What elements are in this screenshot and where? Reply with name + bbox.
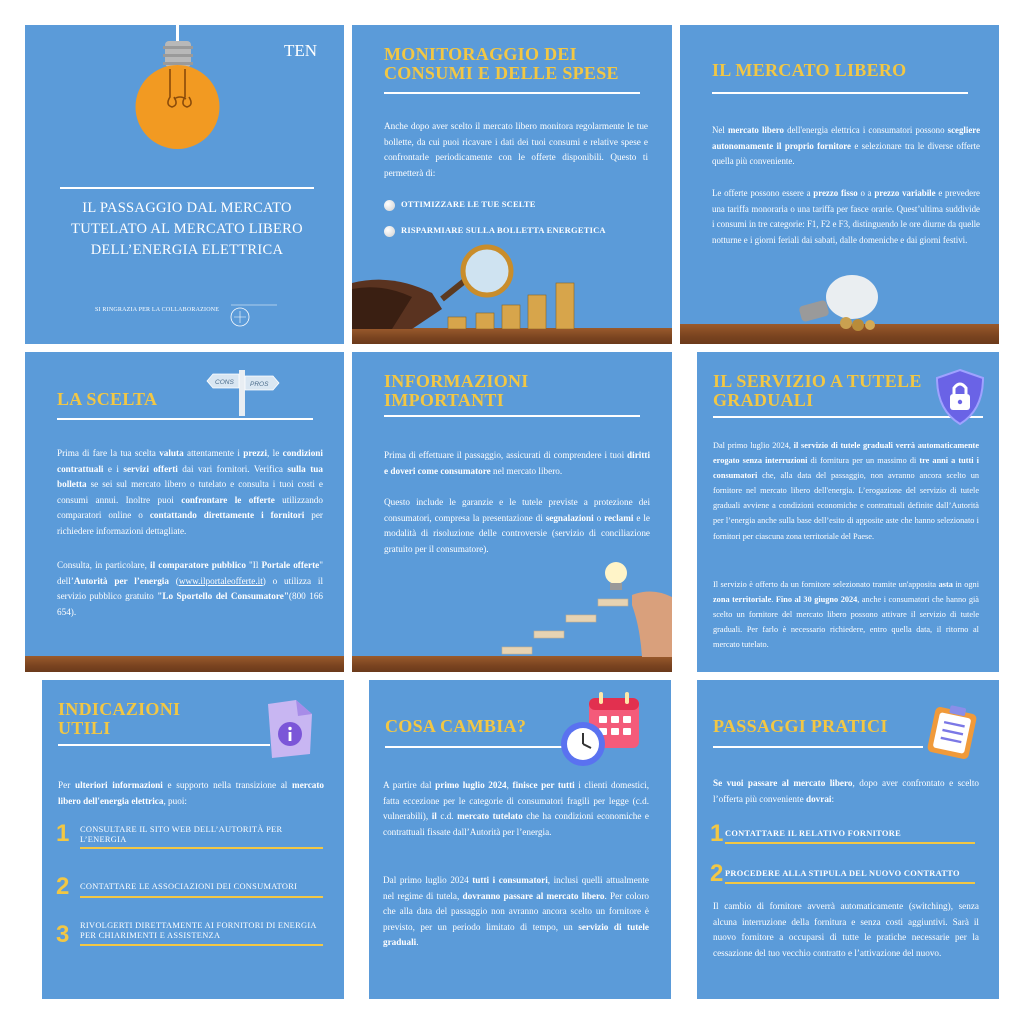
- cons-pros-sign-icon: [203, 370, 281, 416]
- document-info-icon: [260, 696, 318, 762]
- steps-bulb-illustration: [492, 557, 672, 657]
- step-number: 3: [56, 921, 70, 948]
- step-number: 2: [710, 860, 724, 887]
- choice-panel: [25, 352, 344, 672]
- shield-lock-icon: [931, 366, 989, 428]
- practical-steps-title: PASSAGGI PRATICI: [713, 716, 888, 736]
- step-number: 1: [56, 820, 70, 847]
- useful-info-title: INDICAZIONI UTILI: [58, 699, 181, 738]
- step-number: 1: [710, 820, 724, 847]
- monitoring-rule: [384, 92, 640, 94]
- graduated-protection-text-2: Il servizio è offerto da un fornitore selezionato tramite un'apposita asta in ogni zona territoriale. Fino al 30 giugno 2024, anche i consumatori che hanno già scelto un fornitore del mercato libero possono attivare il servizio di tutele graduali. Per farlo è necessario richiedere, entro quella data, il ritorno al mercato tutelato.: [713, 580, 980, 650]
- bullet-dot: [384, 200, 395, 211]
- important-info-panel: [352, 352, 672, 672]
- partner-logo-icon: [225, 293, 283, 329]
- step-text: CONSULTARE IL SITO WEB DELL’AUTORITÀ PER L’ENERGIA: [80, 825, 283, 844]
- portale-link[interactable]: www.ilportaleofferte.it: [178, 575, 263, 586]
- clipboard-checklist-icon: [923, 702, 983, 762]
- what-changes-panel: [369, 680, 671, 999]
- what-changes-title: COSA CAMBIA?: [385, 716, 527, 736]
- bullet-label: OTTIMIZZARE LE TUE SCELTE: [401, 199, 536, 209]
- important-info-rule: [384, 415, 640, 417]
- cover-panel: [25, 25, 344, 344]
- free-market-panel: [680, 25, 999, 344]
- important-info-text-2: Questo include le garanzie e le tutele previste a protezione dei consumatori, compresa la presentazione di segnalazioni o reclami e le modalità di risoluzione delle controversie (servizio di conciliazione gratuito per il consumatore).: [384, 497, 650, 554]
- choice-text-2: Consulta, in particolare, il comparatore pubblico "Il Portale offerte" dell’Autorità per l’energia (www.ilportaleofferte.it) o utilizza il servizio pubblico gratuito "Lo Sportello del Consumatore"(800 166 654).: [57, 560, 324, 617]
- useful-info-text: Per ulteriori informazioni e supporto nella transizione al mercato libero dell'energia elettrica, puoi:: [58, 780, 325, 806]
- cover-rule: [60, 187, 314, 189]
- magnifier-coins-illustration: [352, 243, 672, 329]
- step-number: 2: [56, 873, 70, 900]
- important-info-text-1: Prima di effettuare il passaggio, assicurati di comprendere i tuoi diritti e doveri come consumatore nel mercato libero.: [384, 450, 650, 476]
- step-text: CONTATTARE LE ASSOCIAZIONI DEI CONSUMATORI: [80, 882, 298, 891]
- bullet-item: [384, 225, 606, 237]
- free-market-text-2: Le offerte possono essere a prezzo fisso o a prezzo variabile e prevedere una tariffa monoraria o una tariffa per fasce orarie. Quest’ultima suddivide i consumi in tre categorie: F1, F2 e F3, distinguendo le ore diurne da quelle notturne e i giorni feriali dai sabati, dalle domeniche e dai giorni festivi.: [712, 188, 980, 245]
- free-market-title: IL MERCATO LIBERO: [712, 60, 907, 80]
- step-underline: [725, 842, 975, 844]
- bulb-coins-illustration: [790, 273, 900, 333]
- step-underline: [80, 847, 323, 849]
- choice-text-1: Prima di fare la tua scelta valuta attentamente i prezzi, le condizioni contrattuali e i servizi offerti dai vari fornitori. Verifica sulla tua bolletta se sei sul mercato libero o tutelato e consulta i tuoi costi e consumi annui. Inoltre puoi confrontare le offerte utilizzando comparatori online o contattando direttamente i fornitori per richiedere informazioni dettagliate.: [57, 448, 323, 536]
- practical-steps-intro: Se vuoi passare al mercato libero, dopo aver confrontato e scelto l’offerta più conveniente dovrai:: [713, 778, 980, 804]
- step-underline: [725, 882, 975, 884]
- monitoring-text: Anche dopo aver scelto il mercato libero monitora regolarmente le tue bollette, da cui puoi ricavare i dati dei tuoi consumi e relative spese e confrontarle periodicamente con le offerte disponibili. Questo ti permetterà di:: [384, 121, 648, 178]
- monitoring-title: MONITORAGGIO DEI CONSUMI E DELLE SPESE: [384, 44, 619, 83]
- what-changes-text-1: A partire dal primo luglio 2024, finisce per tutti i clienti domestici, fatta eccezione per le categorie di consumatori fragili per legge (c.d. vulnerabili), il c.d. mercato tutelato che ha condizioni economiche e contrattuali fissate dall’Autorità per l’energia.: [383, 780, 650, 837]
- practical-steps-text: Il cambio di fornitore avverrà automaticamente (switching), senza alcuna interruzione della fornitura e senza costi aggiuntivi. Sarà il nuovo fornitore a occuparsi di tutte le pratiche necessarie per la cessazione del tuo vecchio contratto e l’attivazione del nuovo.: [713, 901, 979, 958]
- calendar-clock-icon: [557, 690, 647, 772]
- step-text: CONTATTARE IL RELATIVO FORNITORE: [725, 829, 901, 838]
- wood-table: [352, 328, 672, 344]
- step-text: PROCEDERE ALLA STIPULA DEL NUOVO CONTRATTO: [725, 869, 960, 878]
- bullet-label: RISPARMIARE SULLA BOLLETTA ENERGETICA: [401, 225, 606, 235]
- free-market-rule: [712, 92, 968, 94]
- what-changes-text-2: Dal primo luglio 2024 tutti i consumatori, inclusi quelli attualmente nel regime di tutela, dovranno passare al mercato libero. Per coloro che alla data del passaggio non avranno ancora scelto un fornitore è previsto, per un periodo limitato di tempo, un servizio di tutele graduali.: [383, 875, 650, 948]
- sign-pros-label: PROS: [250, 381, 269, 388]
- bullet-item: [384, 199, 536, 211]
- wood-table: [352, 656, 672, 672]
- choice-rule: [57, 418, 313, 420]
- free-market-text-1: Nel mercato libero dell'energia elettrica i consumatori possono scegliere autonomamente il proprio fornitore e selezionare tra le diverse offerte quella più conveniente.: [712, 125, 981, 167]
- graduated-protection-panel: [697, 352, 999, 672]
- useful-info-rule: [58, 744, 270, 746]
- what-changes-rule: [385, 746, 563, 748]
- important-info-title: INFORMAZIONI IMPORTANTI: [384, 371, 529, 410]
- wood-table: [25, 656, 344, 672]
- graduated-protection-title: IL SERVIZIO A TUTELE GRADUALI: [713, 371, 922, 410]
- practical-steps-panel: [697, 680, 999, 999]
- monitoring-panel: [352, 25, 672, 344]
- practical-steps-rule: [713, 746, 923, 748]
- graduated-protection-text-1: Dal primo luglio 2024, il servizio di tutele graduali verrà automaticamente erogato senza interruzioni di fornitura per un massimo di tre anni a tutti i consumatori che, alla data del passaggio, non avranno ancora scelto un fornitore nel mercato libero dell'energia. L’erogazione del servizio di tutele graduali avviene a condizioni economiche e contrattuali definite dall’Autorità per l’energia anche sulla base dell’esito di apposite aste che hanno selezionato i fornitori per ciascuna zona territoriale del Paese.: [713, 441, 980, 541]
- step-underline: [80, 896, 323, 898]
- light-bulb-icon: [130, 37, 225, 152]
- choice-title: LA SCELTA: [57, 389, 158, 409]
- step-text: RIVOLGERTI DIRETTAMENTE AI FORNITORI DI ENERGIA PER CHIARIMENTI E ASSISTENZA: [80, 921, 317, 940]
- step-underline: [80, 944, 323, 946]
- brand-logo: TEN: [284, 41, 318, 60]
- thanks-text: SI RINGRAZIA PER LA COLLABORAZIONE: [95, 307, 220, 313]
- useful-info-panel: [42, 680, 344, 999]
- cover-title: IL PASSAGGIO DAL MERCATO TUTELATO AL MERCATO LIBERO DELL’ENERGIA ELETTRICA: [71, 200, 303, 258]
- bullet-dot: [384, 226, 395, 237]
- sign-cons-label: CONS: [215, 379, 234, 386]
